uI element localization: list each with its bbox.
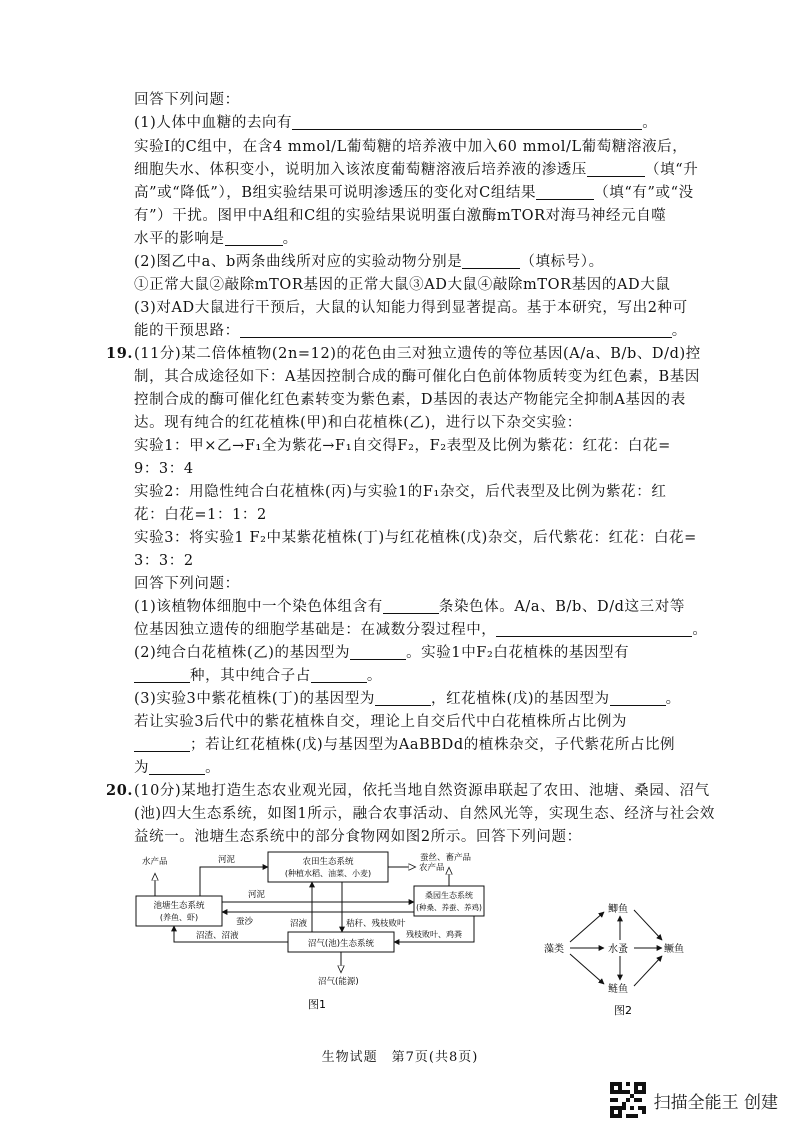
answer-blank[interactable] [496, 621, 692, 637]
answer-blank[interactable] [350, 644, 406, 660]
pond-subtitle: (养鱼、虾) [159, 913, 199, 922]
q20-text-line: (池)四大生态系统，如图1所示，融合农事活动、自然风光等，实现生态、经济与社会效 [134, 806, 716, 822]
figure-1-flowchart [130, 846, 490, 1026]
answer-blank[interactable] [587, 161, 645, 177]
q19-text: 条染色体。A/a、B/b、D/d这三对等 [438, 599, 685, 615]
page-footer: 生物试题 第7页(共8页) [321, 1050, 479, 1065]
farm-title: 农田生态系统 [302, 857, 354, 867]
q19-text: 位基因独立遗传的细胞学基础是：在减数分裂过程中， [134, 622, 497, 638]
q19-text: (2)纯合白花植株(乙)的基因型为 [134, 645, 351, 661]
q18-text: 水平的影响是 [134, 231, 225, 247]
water-product-label: 水产品 [142, 857, 168, 867]
q19-exp1-ratio: 9：3：4 [134, 461, 194, 477]
residue-slurry-label: 沼渣、沼液 [196, 931, 239, 941]
q18-text-line [134, 183, 694, 203]
mulberry-title: 桑园生态系统 [425, 891, 473, 900]
q19-exp3-line: 实验3：将实验1 F₂中某紫花植株(丁)与红花植株(戊)杂交，后代紫花：红花：白花= [134, 530, 697, 546]
answer-blank[interactable] [292, 114, 642, 130]
period: 。 [282, 231, 298, 247]
q19-1-line [134, 597, 685, 617]
answer-blank[interactable] [610, 690, 666, 706]
q19-2-line [134, 666, 382, 686]
q18-3-line: (3)对AD大鼠进行干预后，大鼠的认知能力得到显著提高。基于本研究，写出2种可 [134, 300, 688, 316]
q19-text: ，红花植株(戊)的基因型为 [430, 691, 610, 707]
water-flea-label: 水蚤 [608, 944, 628, 955]
answer-blank[interactable] [240, 322, 672, 338]
mulberry-subtitle: (种桑、养蚕、养鸡) [416, 903, 482, 912]
instruction-text: 回答下列问题： [134, 576, 240, 592]
question-number-19: 19. [106, 345, 134, 362]
q19-3-line [134, 758, 220, 778]
biogas-title: 沼气(池)生态系统 [307, 939, 375, 949]
q20-text-line: 益统一。池塘生态系统中的部分食物网如图2所示。回答下列问题： [134, 829, 582, 845]
q18-text-line [134, 160, 698, 180]
answer-blank[interactable] [225, 230, 283, 246]
watermark-text: 扫描全能王 创建 [653, 1092, 778, 1113]
q19-text: 。实验1中F₂白花植株的基因型有 [406, 645, 630, 661]
farm-product-label: 农产品 [419, 863, 445, 873]
period: 。 [665, 691, 681, 707]
q19-text: ；若让红花植株(戊)与基因型为AaBBDd的植株杂交，子代紫花所占比例 [190, 737, 676, 753]
period: 。 [671, 323, 687, 339]
q19-text: 为 [134, 760, 150, 776]
q18-text: （填“升 [645, 162, 699, 178]
q19-exp1-line: 实验1：甲×乙→F₁全为紫花→F₁自交得F₂，F₂表型及比例为紫花：红花：白花= [134, 438, 671, 454]
q19-text: 种，其中纯合子占 [190, 668, 311, 684]
q18-1-line [134, 113, 657, 133]
answer-blank[interactable] [134, 736, 190, 752]
answer-blank[interactable] [383, 598, 439, 614]
q19-text: (1)该植物体细胞中一个染色体组含有 [134, 599, 383, 615]
biogas-energy-label: 沼气(能源) [318, 977, 359, 987]
q18-text: (2)图乙中a、b两条曲线所对应的实验动物分别是 [134, 254, 463, 270]
q18-text: 高”或“降低”），B组实验结果可说明渗透压的变化对C组结果 [134, 185, 537, 201]
figure-2-food-web [538, 896, 708, 1022]
algae-label: 藻类 [544, 944, 564, 955]
pond-title: 池塘生态系统 [153, 901, 205, 911]
period: 。 [205, 760, 221, 776]
period: 。 [642, 115, 658, 131]
q18-2-line [134, 252, 604, 272]
q19-text: (3)实验3中紫花植株(丁)的基因型为 [134, 691, 375, 707]
answer-blank[interactable] [462, 253, 520, 269]
q20-text-line: (10分)某地打造生态农业观光园，依托当地自然资源串联起了农田、池塘、桑园、沼气 [134, 783, 710, 799]
q19-2-line [134, 643, 629, 663]
branches-manure-label: 残枝败叶、鸡粪 [406, 930, 462, 939]
qr-code-icon [610, 1082, 646, 1118]
silver-carp-label: 鲢鱼 [608, 984, 628, 995]
answer-blank[interactable] [134, 667, 190, 683]
river-mud-mid-label: 河泥 [248, 890, 266, 900]
q19-exp2-line: 实验2：用隐性纯合白花植株(丙)与实验1的F₁杂交，后代表型及比例为紫花：红 [134, 484, 667, 500]
q18-options-line: ①正常大鼠②敲除mTOR基因的正常大鼠③AD大鼠④敲除mTOR基因的AD大鼠 [134, 277, 671, 293]
scanner-watermark [610, 1082, 778, 1118]
answer-blank[interactable] [149, 759, 205, 775]
q19-text-line: 制，其合成途径如下：A基因控制合成的酶可催化白色前体物质转变为红色素，B基因 [134, 369, 700, 385]
instruction-text: 回答下列问题： [134, 92, 240, 108]
q18-text: 细胞失水、体积变小，说明加入该浓度葡萄糖溶液后培养液的渗透压 [134, 162, 587, 178]
river-mud-top-label: 河泥 [218, 855, 236, 865]
crucian-label: 鲫鱼 [608, 904, 628, 915]
q18-text: （填“有”或“没 [594, 185, 694, 201]
q19-text-line: 控制合成的酶可催化红色素转变为紫色素，D基因的表达产物能完全抑制A基因的表 [134, 392, 686, 408]
slurry-mid-label: 沼液 [290, 919, 308, 929]
figure-2-caption: 图2 [614, 1004, 632, 1017]
q19-exp3-ratio: 3：3：2 [134, 553, 194, 569]
answer-blank[interactable] [311, 667, 367, 683]
q18-3-line [134, 321, 687, 341]
straw-label: 秸秆、残枝败叶 [346, 919, 406, 929]
q19-exp2-ratio: 花：白花=1：1：2 [134, 507, 267, 523]
q18-text-line: 实验Ⅰ的C组中，在含4 mmol/L葡萄糖的培养液中加入60 mmol/L葡萄糖溶液后， [134, 139, 688, 155]
silkworm-sand-label: 蚕沙 [236, 917, 254, 927]
q19-text-line: 达。现有纯合的红花植株(甲)和白花植株(乙)，进行以下杂交实验： [134, 415, 582, 431]
q19-3-line: 若让实验3后代中的紫花植株自交，理论上自交后代中白花植株所占比例为 [134, 714, 628, 730]
q18-1-text: (1)人体中血糖的去向有 [134, 115, 293, 131]
question-number-20: 20. [106, 782, 134, 799]
q18-text-line [134, 229, 298, 249]
q18-text: 能的干预思路： [134, 323, 240, 339]
mandarin-fish-label: 鳜鱼 [664, 944, 684, 955]
period: 。 [692, 622, 708, 638]
answer-blank[interactable] [536, 184, 594, 200]
silk-product-label: 蚕丝、畜产品 [420, 853, 472, 863]
q18-text-line: 有”）干扰。图甲中A组和C组的实验结果说明蛋白激酶mTOR对海马神经元自噬 [134, 208, 667, 224]
q19-1-line [134, 620, 708, 640]
answer-blank[interactable] [375, 690, 431, 706]
q18-text: （填标号）。 [520, 254, 604, 270]
q19-3-line [134, 735, 675, 755]
period: 。 [366, 668, 382, 684]
q19-3-line [134, 689, 681, 709]
figure-1-caption: 图1 [308, 998, 326, 1011]
q19-text-line: (11分)某二倍体植物(2n=12)的花色由三对独立遗传的等位基因(A/a、B/b、D/d)控 [134, 346, 701, 362]
farm-subtitle: (种植水稻、油菜、小麦) [284, 869, 372, 878]
